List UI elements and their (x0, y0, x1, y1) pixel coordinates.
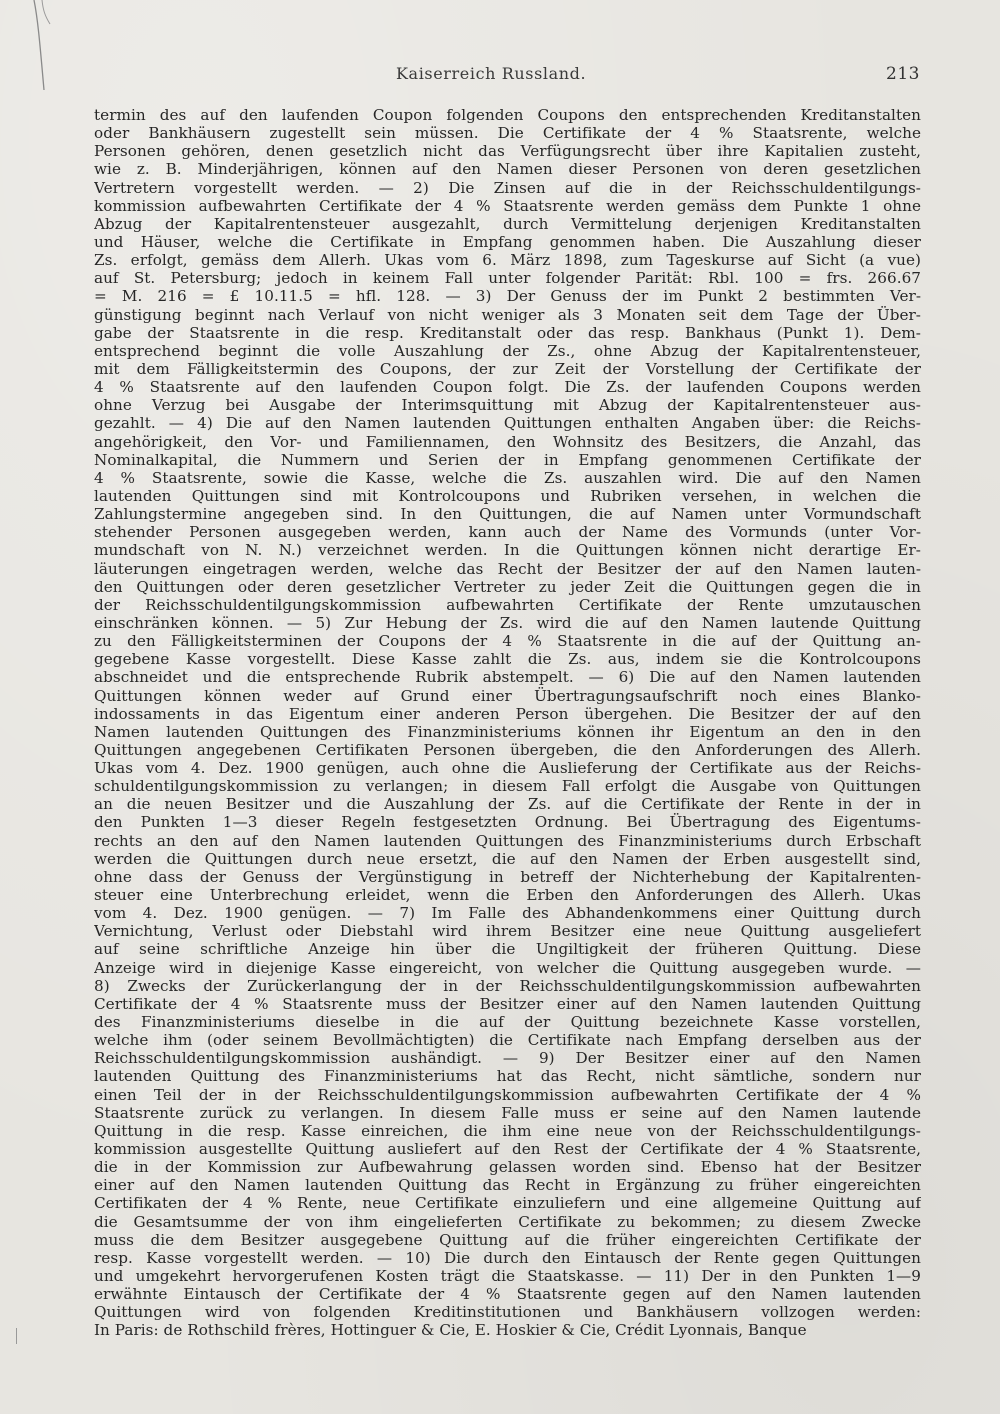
text-line: oder Bankhäusern zugestellt sein müssen. Die Certifikate der 4 % Staatsrente, welche (94, 124, 921, 143)
text-line: Quittung in die resp. Kasse einreichen, die ihm eine neue von der Reichsschuldentilgungs- (94, 1121, 921, 1140)
text-line: steuer eine Unterbrechung erleidet, wenn die Erben den Anforderungen des Allerh. Ukas (94, 886, 921, 905)
text-line: Quittungen können weder auf Grund einer Übertragungsaufschrift noch eines Blanko- (94, 686, 921, 705)
text-line: ohne dass der Genuss der Vergünstigung in betreff der Nichterhebung der Kapitalrenten- (94, 867, 921, 886)
text-line: auf St. Petersburg; jedoch in keinem Fall unter folgender Parität: Rbl. 100 = frs. 266.67 (94, 269, 921, 288)
text-line: lautenden Quittungen sind mit Kontrolcoupons und Rubriken versehen, in welchen die (94, 486, 921, 505)
text-line: Reichsschuldentilgungskommission aushändigt. — 9) Der Besitzer einer auf den Namen (94, 1049, 921, 1068)
text-line: indossaments in das Eigentum einer anderen Person übergehen. Die Besitzer der auf den (94, 704, 921, 723)
text-line: resp. Kasse vorgestellt werden. — 10) Die durch den Eintausch der Rente gegen Quittungen (94, 1248, 921, 1267)
text-line: zu den Fälligkeitsterminen der Coupons der 4 % Staatsrente in die auf der Quittung an- (94, 632, 921, 651)
text-line: gezahlt. — 4) Die auf den Namen lautenden Quittungen enthalten Angaben über: die Reichs- (94, 414, 921, 433)
text-line: und umgekehrt hervorgerufenen Kosten trägt die Staatskasse. — 11) Der in den Punkten 1—9 (94, 1267, 921, 1285)
text-line: den Punkten 1—3 dieser Regeln festgesetzten Ordnung. Bei Übertragung des Eigentums- (94, 813, 921, 832)
text-line: entsprechend beginnt die volle Auszahlung der Zs., ohne Abzug der Kapitalrentensteuer, (94, 341, 921, 360)
text-line: kommission ausgestellte Quittung ausliefert auf den Rest der Certifikate der 4 % Staatsrente, (94, 1140, 921, 1159)
text-line: Quittungen wird von folgenden Kreditinstitutionen und Bankhäusern vollzogen werden: (94, 1303, 921, 1322)
margin-tick (16, 1328, 17, 1344)
text-line: läuterungen eingetragen werden, welche das Recht der Besitzer der auf den Namen lauten- (94, 559, 921, 578)
page-number: 213 (886, 64, 920, 84)
text-line: mundschaft von N. N.) verzeichnet werden. In die Quittungen können nicht derartige Er- (94, 541, 921, 560)
text-line: und Häuser, welche die Certifikate in Empfang genommen haben. Die Auszahlung dieser (94, 232, 921, 251)
text-line: der Reichsschuldentilgungskommission aufbewahrten Certifikate der Rente umzutauschen (94, 595, 921, 614)
body-text (94, 106, 921, 1340)
running-title: Kaiserreich Russland. (396, 64, 587, 83)
text-line: ohne Verzug bei Ausgabe der Interimsquittung mit Abzug der Kapitalrentensteuer aus- (94, 396, 921, 415)
text-line: Quittungen angegebenen Certifikaten Personen übergeben, die den Anforderungen des Allerh. (94, 740, 921, 759)
text-line: Ukas vom 4. Dez. 1900 genügen, auch ohne die Auslieferung der Certifikate aus der Reichs- (94, 759, 921, 778)
text-line: In Paris: de Rothschild frères, Hottinguer & Cie, E. Hoskier & Cie, Crédit Lyonnais, Banque (94, 1321, 807, 1340)
text-line: muss die dem Besitzer ausgegebene Quittung auf die früher eingereichten Certifikate der (94, 1230, 921, 1249)
text-line: günstigung beginnt nach Verlauf von nicht weniger als 3 Monaten seit dem Tage der Über- (94, 305, 921, 324)
text-line: schuldentilgungskommission zu verlangen; in diesem Fall erfolgt die Ausgabe von Quittungen (94, 777, 921, 796)
text-line: 8) Zwecks der Zurückerlangung der in der Reichsschuldentilgungskommission aufbewahrten (94, 976, 921, 995)
text-line: Anzeige wird in diejenige Kasse eingereicht, von welcher die Quittung ausgegeben wurde. — (94, 958, 921, 977)
text-line: werden die Quittungen durch neue ersetzt, die auf den Namen der Erben ausgestellt sind, (94, 849, 921, 868)
text-line: Vernichtung, Verlust oder Diebstahl wird ihrem Besitzer eine neue Quittung ausgeliefert (94, 922, 921, 941)
text-line: gegebene Kasse vorgestellt. Diese Kasse zahlt die Zs. aus, indem sie die Kontrolcoupons (94, 650, 921, 669)
text-line: des Finanzministeriums dieselbe in die auf der Quittung bezeichnete Kasse vorstellen, (94, 1013, 921, 1032)
text-line: lautenden Quittung des Finanzministeriums hat das Recht, nicht sämtliche, sondern nur (94, 1067, 921, 1086)
text-line: die Gesamtsumme der von ihm eingelieferten Certifikate zu bekommen; zu diesem Zwecke (94, 1212, 921, 1231)
text-line: Zahlungstermine angegeben sind. In den Quittungen, die auf Namen unter Vormundschaft (94, 505, 921, 524)
text-line: erwähnte Eintausch der Certifikate der 4 % Staatsrente gegen auf den Namen lautenden (94, 1285, 921, 1304)
text-line: 4 % Staatsrente, sowie die Kasse, welche die Zs. auszahlen wird. Die auf den Namen (94, 468, 921, 487)
text-line: wie z. B. Minderjährigen, können auf den Namen dieser Personen von deren gesetzlichen (94, 160, 921, 179)
text-line: Nominalkapital, die Nummern und Serien der in Empfang genommenen Certifikate der (94, 450, 921, 469)
text-line: den Quittungen oder deren gesetzlicher Vertreter zu jeder Zeit die Quittungen gegen die in (94, 577, 921, 596)
text-line: einer auf den Namen lautenden Quittung das Recht in Ergänzung zu früher eingereichten (94, 1176, 921, 1195)
text-line: einen Teil der in der Reichsschuldentilgungskommission aufbewahrten Certifikate der 4 % (94, 1085, 921, 1104)
text-line: Personen gehören, denen gesetzlich nicht das Verfügungsrecht über ihre Kapitalien zusteht, (94, 142, 921, 161)
text-line: Zs. erfolgt, gemäss dem Allerh. Ukas vom 6. März 1898, zum Tageskurse auf Sicht (a vue) (94, 251, 921, 270)
text-line: Certifikate der 4 % Staatsrente muss der Besitzer einer auf den Namen lautenden Quittung (94, 994, 921, 1013)
text-line: abschneidet und die entsprechende Rubrik abstempelt. — 6) Die auf den Namen lautenden (94, 668, 921, 687)
text-line: Vertretern vorgestellt werden. — 2) Die Zinsen auf die in der Reichsschuldentilgungs- (94, 178, 921, 197)
text-line: rechts an den auf den Namen lautenden Quittungen des Finanzministeriums durch Erbschaft (94, 831, 921, 850)
text-line: termin des auf den laufenden Coupon folgenden Coupons den entsprechenden Kreditanstalten (94, 106, 921, 124)
running-header (0, 64, 1000, 90)
text-line: = M. 216 = £ 10.11.5 = hfl. 128. — 3) Der Genuss der im Punkt 2 bestimmten Ver- (94, 287, 921, 306)
text-line: kommission aufbewahrten Certifikate der 4 % Staatsrente werden gemäss dem Punkte 1 ohne (94, 196, 921, 215)
text-line: gabe der Staatsrente in die resp. Kreditanstalt oder das resp. Bankhaus (Punkt 1). Dem- (94, 323, 921, 342)
text-line: vom 4. Dez. 1900 genügen. — 7) Im Falle des Abhandenkommens einer Quittung durch (94, 904, 921, 923)
text-line: 4 % Staatsrente auf den laufenden Coupon folgt. Die Zs. der laufenden Coupons werden (94, 378, 921, 397)
text-line: welche ihm (oder seinem Bevollmächtigten) die Certifikate nach Empfang derselben aus der (94, 1031, 921, 1050)
text-line: Namen lautenden Quittungen des Finanzministeriums können ihr Eigentum an den in den (94, 722, 921, 741)
text-line: stehender Personen ausgegeben werden, kann auch der Name des Vormunds (unter Vor- (94, 523, 921, 542)
text-line: Abzug der Kapitalrentensteuer ausgezahlt, durch Vermittelung derjenigen Kreditanstalten (94, 214, 921, 233)
text-line: an die neuen Besitzer und die Auszahlung der Zs. auf die Certifikate der Rente in der in (94, 795, 921, 814)
text-line: auf seine schriftliche Anzeige hin über die Ungiltigkeit der früheren Quittung. Diese (94, 940, 921, 959)
text-line: Certifikaten der 4 % Rente, neue Certifikate einzuliefern und eine allgemeine Quittung auf (94, 1194, 921, 1213)
text-line: Staatsrente zurück zu verlangen. In diesem Falle muss er seine auf den Namen lautende (94, 1103, 921, 1122)
text-line: einschränken können. — 5) Zur Hebung der Zs. wird die auf den Namen lautende Quittung (94, 613, 921, 632)
text-line: angehörigkeit, den Vor- und Familiennamen, den Wohnsitz des Besitzers, die Anzahl, das (94, 432, 921, 451)
text-line: die in der Kommission zur Aufbewahrung gelassen worden sind. Ebenso hat der Besitzer (94, 1158, 921, 1177)
text-line: mit dem Fälligkeitstermin des Coupons, der zur Zeit der Vorstellung der Certifikate der (94, 359, 921, 378)
